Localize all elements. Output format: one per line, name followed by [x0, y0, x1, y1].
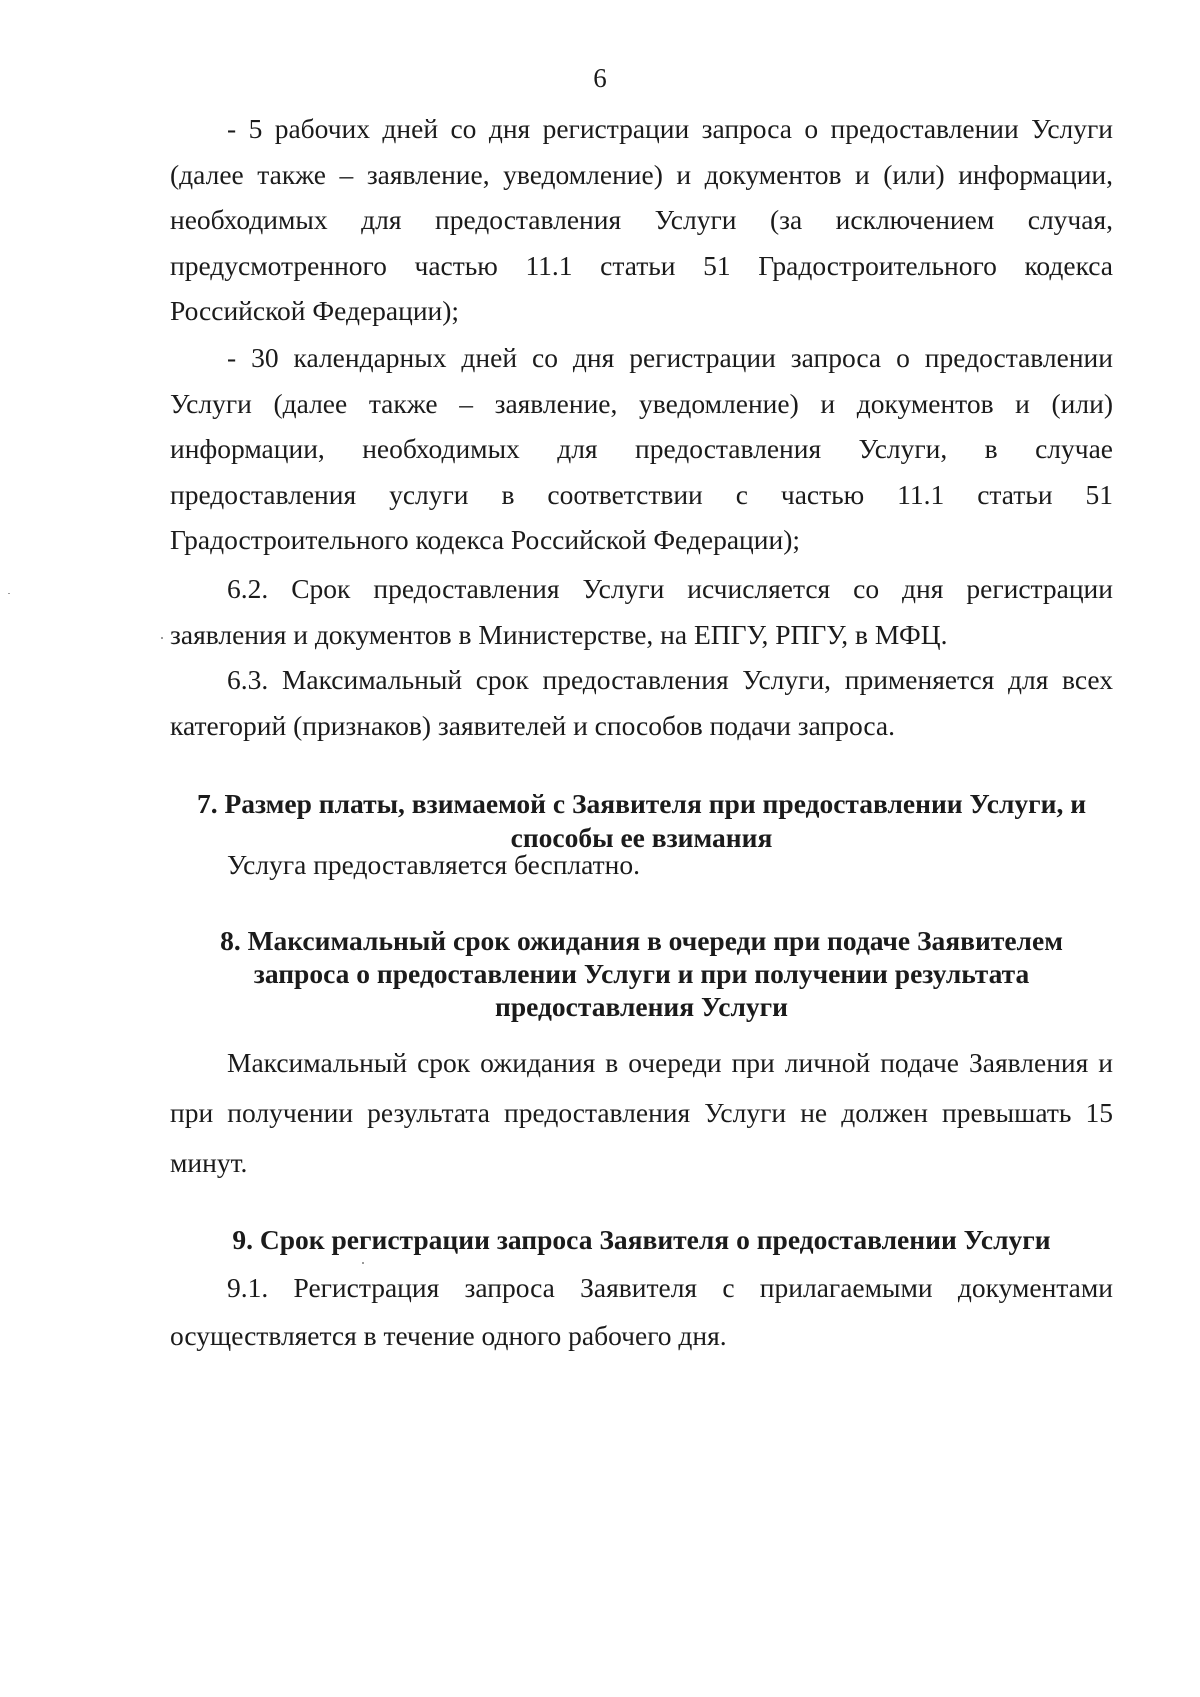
section-7-body: Услуга предоставляется бесплатно.	[227, 849, 641, 880]
section-9-heading: 9. Срок регистрации запроса Заявителя о предоставлении Услуги	[232, 1224, 1051, 1255]
paragraph-deadline-5-days: - 5 рабочих дней со дня регистрации запроса о предоставлении Услуги (далее также – заявление, уведомление) и документов и (или) информации, необходимых для предоставления Услуги (за исключением случая, предусмотренного частью 11.1 статьи 51 Градостроительного кодекса Российской Федерации);	[170, 113, 1113, 326]
paragraph-deadline-30-days: - 30 календарных дней со дня регистрации запроса о предоставлении Услуги (далее также – заявление, уведомление) и документов и (или) информации, необходимых для предоставления Услуги, в случае предоставления услуги в соответствии с частью 11.1 статьи 51 Градостроительного кодекса Российской Федерации);	[170, 342, 1113, 555]
scan-speck	[161, 637, 163, 639]
section-8-body: Максимальный срок ожидания в очереди при личной подаче Заявления и при получении результата предоставления Услуги не должен превышать 15 минут.	[170, 1047, 1113, 1178]
scan-speck	[8, 593, 10, 594]
paragraph-6-3: 6.3. Максимальный срок предоставления Услуги, применяется для всех категорий (признаков) заявителей и способов подачи запроса.	[170, 664, 1113, 741]
section-9-body: 9.1. Регистрация запроса Заявителя с прилагаемыми документами осуществляется в течение одного рабочего дня.	[170, 1272, 1113, 1351]
paragraph-6-2: 6.2. Срок предоставления Услуги исчисляется со дня регистрации заявления и документов в Министерстве, на ЕПГУ, РПГУ, в МФЦ.	[170, 573, 1113, 650]
page-number: 6	[593, 63, 607, 93]
section-8-heading: 8. Максимальный срок ожидания в очереди при подаче Заявителем запроса о предоставлении Услуги и при получении результата предоставления Услуги	[220, 925, 1063, 1022]
scan-speck	[362, 1262, 364, 1264]
section-7-heading: 7. Размер платы, взимаемой с Заявителя при предоставлении Услуги, и способы ее взимания	[196, 788, 1087, 853]
